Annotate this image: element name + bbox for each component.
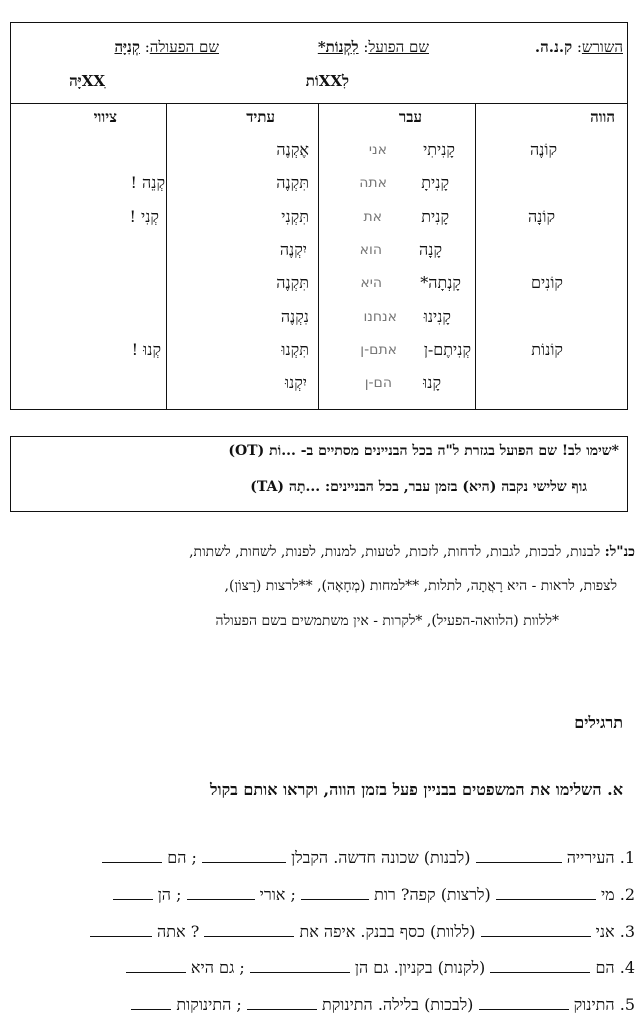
col-divider-3 [166, 103, 167, 410]
present-form: קוֹנָה [527, 207, 555, 226]
answer-blank[interactable] [490, 958, 590, 973]
notice-line-2: גוף שלישי נקבה (היא) בזמן עבר, בכל הבניינים: ...תָה (TA) [250, 479, 587, 495]
present-form: קוֹנִים [530, 273, 563, 292]
past-form: קָנִינוּ [423, 307, 451, 326]
col-future-header: עתיד [246, 108, 275, 126]
present-form: קוֹנוֹת [531, 340, 563, 359]
future-form: תִּקְנִי [281, 207, 309, 226]
answer-blank[interactable] [250, 958, 350, 973]
handwritten-pronoun: אנחנו [363, 309, 397, 325]
answer-blank[interactable] [202, 848, 286, 863]
handwritten-pronoun: הוא [359, 242, 382, 258]
noun-field: שם הפעולה: קְנִיָּה [114, 38, 219, 56]
answer-blank[interactable] [90, 922, 152, 937]
answer-blank[interactable] [247, 995, 317, 1010]
col-past-header: עבר [398, 108, 422, 126]
likewise-line-2: לצפות, לראות - היא רָאֲתָה, לתלות, **למחות (מְחָאָה), **לרצות (רָצוֹן), [224, 578, 617, 594]
handwritten-pronoun: אתם-ן [360, 342, 397, 358]
handwritten-pronoun: הם-ן [364, 375, 392, 391]
answer-blank[interactable] [113, 885, 153, 900]
answer-blank[interactable] [479, 995, 569, 1010]
infinitive-value: לִקְנוֹת* [317, 38, 359, 56]
col-imperative-header: ציווי [93, 108, 117, 126]
root-label: השורש [581, 38, 623, 56]
handwritten-pronoun: את [363, 209, 382, 225]
past-form: קָנִיתִי [423, 140, 455, 159]
answer-blank[interactable] [476, 848, 562, 863]
exercise-instruction: א. השלימו את המשפטים בבניין פעל בזמן הווה, וקראו אותם בקול [209, 780, 623, 799]
past-form: קָנָה [419, 240, 442, 259]
imperative-form: קְנוּ ! [131, 340, 161, 359]
col-divider-2 [318, 103, 319, 410]
future-form: תִּקְנֶה [276, 173, 309, 192]
future-form: תִּקְנֶה [276, 273, 309, 292]
answer-blank[interactable] [131, 995, 171, 1010]
notice-line-1: *שימו לב! שם הפועל בגזרת ל"ה בכל הבניינים מסתיים ב- ...וֹת (OT) [228, 443, 619, 459]
past-form: קָנִית [421, 207, 449, 226]
noun-pattern: XXִיָּה [69, 72, 105, 90]
answer-blank[interactable] [481, 922, 591, 937]
col-present-header: הווה [590, 108, 615, 126]
exercise-item-2: 2. מי (לרצות) קפה? רות ; אורי ; הן [113, 885, 635, 905]
future-form: תִּקְנוּ [281, 340, 309, 359]
exercise-item-1: 1. העירייה (לבנות) שכונה חדשה. הקבלן ; הם [102, 848, 635, 868]
handwritten-pronoun: היא [360, 275, 382, 291]
past-form: קָנִיתָ [421, 173, 449, 192]
answer-blank[interactable] [301, 885, 369, 900]
col-divider-1 [475, 103, 476, 410]
likewise-line-3: *ללוות (הלוואה-הפעיל), *לקרות - אין משתמשים בשם הפעולה [215, 613, 559, 629]
future-form: יִקְנֶה [279, 240, 307, 259]
answer-blank[interactable] [126, 958, 186, 973]
noun-label: שם הפעולה [149, 38, 219, 56]
handwritten-pronoun: אתה [359, 175, 387, 191]
future-form: אֶקְנֶה [276, 140, 309, 159]
likewise-line-1 [189, 544, 635, 561]
infinitive-field: שם הפועל: לִקְנוֹת* [317, 38, 429, 56]
answer-blank[interactable] [496, 885, 596, 900]
future-form: נִקְנֶה [280, 307, 309, 326]
past-form: קָנְתָה* [420, 273, 461, 292]
imperative-form: קְנִי ! [129, 207, 159, 226]
imperative-form: קְנֵה ! [130, 173, 165, 192]
past-form: קְנִיתֶם-ן [423, 340, 471, 359]
future-form: יִקְנוּ [284, 373, 307, 392]
past-form: קָנוּ [423, 373, 441, 392]
noun-value: קְנִיָּה [114, 38, 140, 56]
exercise-item-5: 5. התינוק (לבכות) בלילה. התינוקת ; התינוקות [131, 995, 635, 1015]
answer-blank[interactable] [187, 885, 255, 900]
root-field: השורש: ק.נ.ה. [534, 38, 623, 56]
exercise-item-3: 3. אני (ללוות) כסף בבנק. איפה את ? אתה [90, 922, 635, 942]
likewise-prefix: כנ"ל: [604, 544, 635, 560]
infinitive-pattern: לִXXוֹת [305, 72, 349, 90]
table-header-divider [10, 103, 628, 104]
answer-blank[interactable] [102, 848, 162, 863]
infinitive-label: שם הפועל [368, 38, 429, 56]
root-value: ק.נ.ה. [534, 38, 573, 56]
likewise-verbs-1: לבנות, לבכות, לגבות, לדחות, לזכות, לטעות, למנות, לפנות, לשחות, לשתות, [189, 544, 601, 560]
answer-blank[interactable] [204, 922, 294, 937]
handwritten-pronoun: אני [368, 142, 387, 158]
exercise-item-4: 4. הם (לקנות) בקניון. גם הן ; גם היא [126, 958, 635, 978]
present-form: קוֹנֶה [529, 140, 557, 159]
exercises-title: תרגילים [574, 713, 623, 732]
